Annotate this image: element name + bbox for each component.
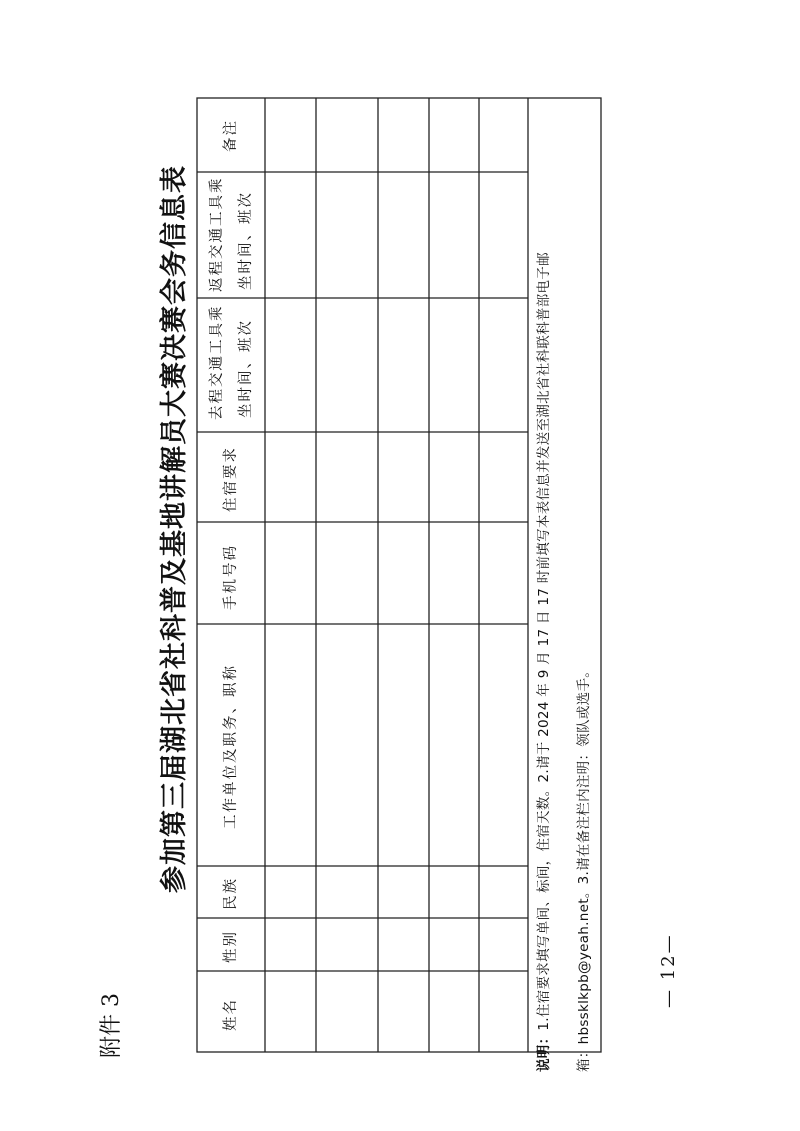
header-work-unit: 工作单位及职务、职称 bbox=[223, 664, 239, 829]
header-accommodation: 住宿要求 bbox=[223, 446, 239, 512]
header-return-line2: 坐时间、班次 bbox=[238, 191, 254, 290]
header-return-line1: 返程交通工具乘 bbox=[209, 176, 225, 292]
header-outbound-line2: 坐时间、班次 bbox=[238, 319, 254, 418]
header-name: 姓名 bbox=[223, 998, 239, 1031]
notes-line2: 箱：hbssklkpb@yeah.net。3.请在备注栏内注明：领队或选手。 bbox=[576, 663, 592, 1072]
notes-label: 说明： bbox=[536, 1030, 552, 1072]
header-outbound-line1: 去程交通工具乘 bbox=[209, 304, 225, 420]
attachment-label: 附件 3 bbox=[99, 993, 124, 1058]
notes-line1 bbox=[532, 252, 552, 1072]
page-title: 参加第三届湖北省社科普及基地讲解员大赛决赛会务信息表 bbox=[159, 165, 190, 893]
header-phone: 手机号码 bbox=[223, 544, 239, 610]
header-gender: 性别 bbox=[223, 930, 239, 963]
header-remarks: 备注 bbox=[223, 119, 239, 152]
notes-line1-text: 1.住宿要求填写单间、标间，住宿天数。2.请于 2024 年 9 月 17 日 17 时前填写本表信息并发送至湖北省社科联科普部电子邮 bbox=[536, 252, 552, 1031]
page-number: — 12— bbox=[658, 933, 679, 1008]
header-ethnicity: 民族 bbox=[223, 877, 239, 910]
